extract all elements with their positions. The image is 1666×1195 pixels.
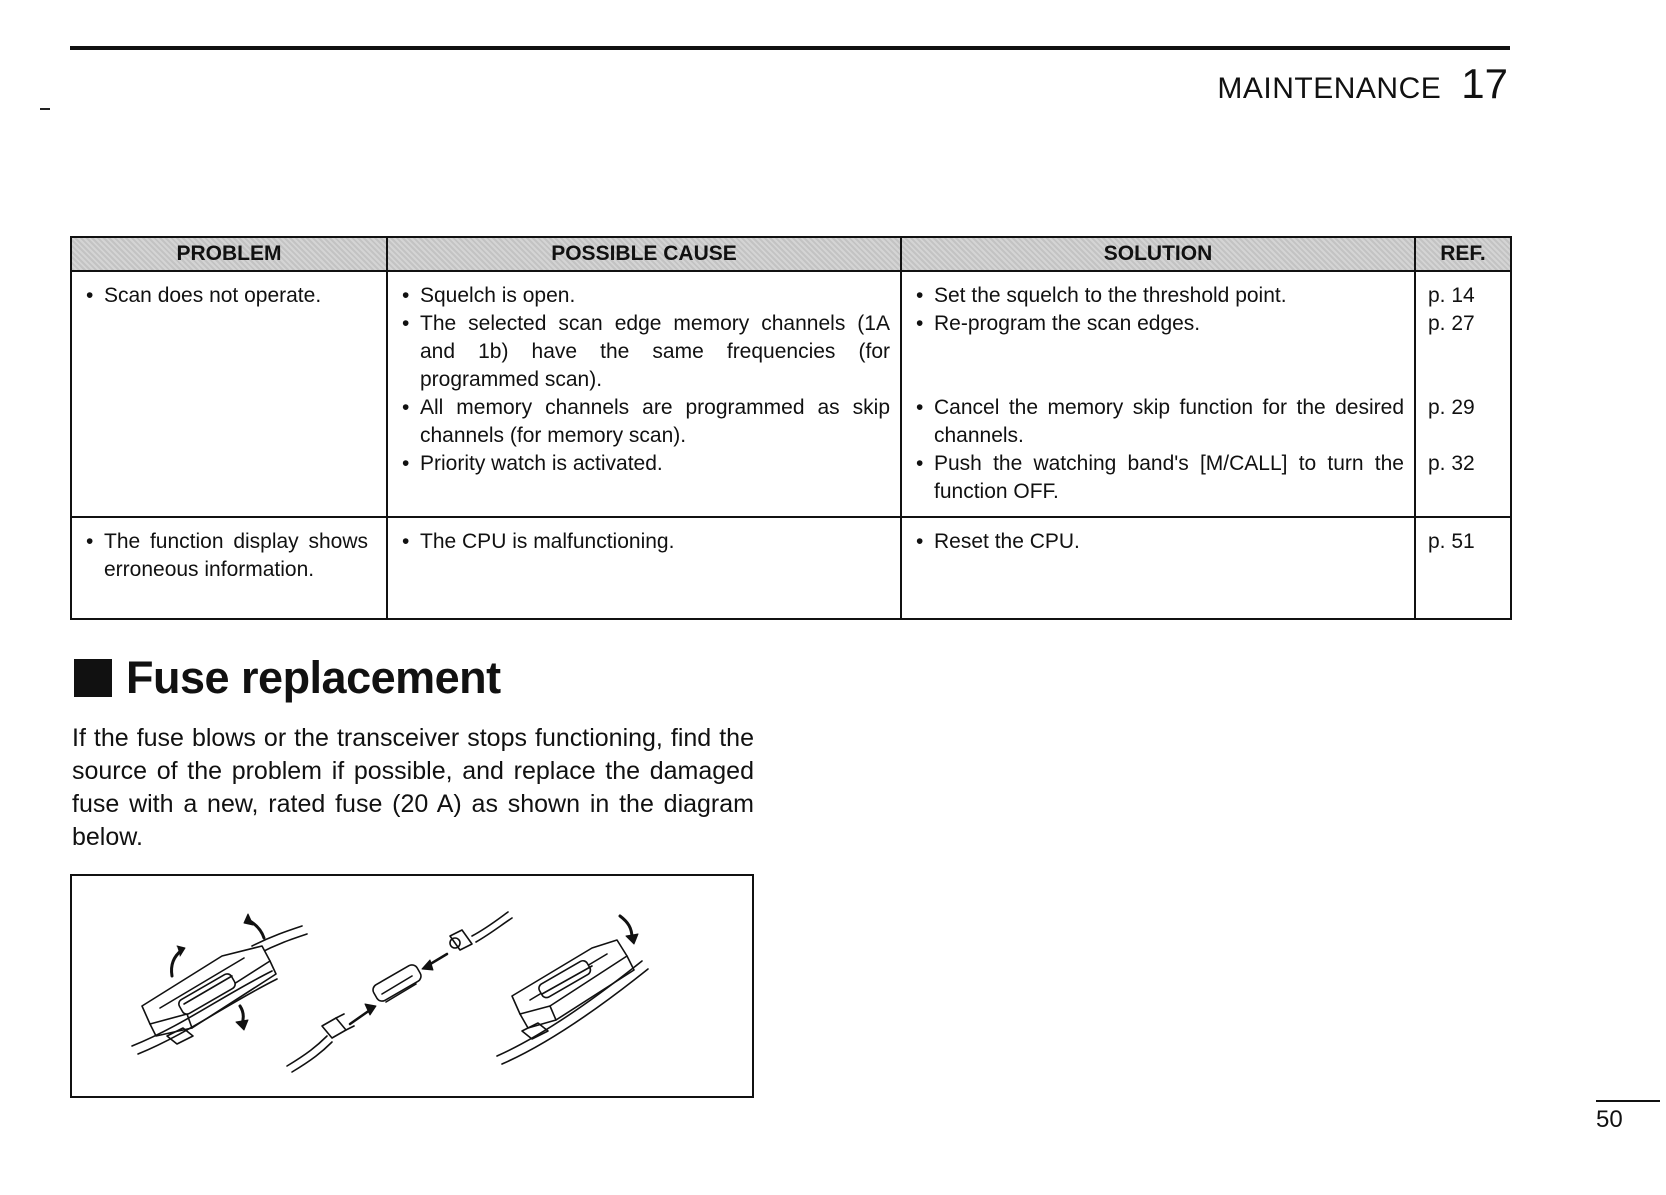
header-rule [70, 46, 1510, 50]
solution-item: • Reset the CPU. [914, 528, 1404, 556]
solution-cell [901, 517, 1415, 619]
cause-item: • All memory channels are programmed as skip channels (for memory scan). [400, 394, 890, 450]
ref-item: p. 29 [1428, 396, 1475, 419]
col-header-cause: POSSIBLE CAUSE [387, 237, 901, 271]
heading-square-icon [74, 659, 112, 697]
fuse-section-heading [74, 652, 501, 704]
page-number-rule [1596, 1100, 1660, 1102]
section-heading: Fuse replacement [126, 652, 501, 703]
ref-cell [1415, 517, 1511, 619]
page-number: 50 [1596, 1106, 1623, 1133]
table-row [71, 271, 1511, 517]
page-header [1217, 60, 1508, 108]
solution-item: • Re-program the scan edges. [914, 310, 1404, 338]
col-header-solution: SOLUTION [901, 237, 1415, 271]
solution-item: • Cancel the memory skip function for the desired channels. [914, 394, 1404, 450]
problem-cell [71, 517, 387, 619]
cause-item: • The CPU is malfunctioning. [400, 528, 890, 556]
fuse-paragraph: If the fuse blows or the transceiver stops functioning, find the source of the problem if possible, and replace the damaged fuse with a new, rated fuse (20 A) as shown in the diagram below. [72, 724, 754, 851]
fuse-insertion-illustration [287, 912, 512, 1072]
cause-cell [387, 271, 901, 517]
col-header-problem: PROBLEM [71, 237, 387, 271]
section-number: 17 [1461, 60, 1508, 107]
cause-item: • The selected scan edge memory channels (1A and 1b) have the same frequencies (for programmed scan). [400, 310, 890, 394]
solution-cell [901, 271, 1415, 517]
fuse-holder-open-illustration [132, 914, 307, 1054]
ref-item: p. 14 [1428, 284, 1475, 307]
col-header-ref: REF. [1415, 237, 1511, 271]
ref-cell [1415, 271, 1511, 517]
fuse-holder-closed-illustration [497, 916, 648, 1064]
solution-item: • Set the squelch to the threshold point. [914, 282, 1404, 310]
problem-item: • Scan does not operate. [84, 282, 376, 310]
ref-item: p. 27 [1428, 312, 1475, 335]
cause-cell [387, 517, 901, 619]
table-header-row [71, 237, 1511, 271]
ref-item: p. 32 [1428, 452, 1475, 475]
solution-item: • Push the watching band's [M/CALL] to turn the function OFF. [914, 450, 1404, 506]
ref-item: p. 51 [1428, 530, 1475, 553]
problem-item: • The function display shows erroneous information. [84, 528, 376, 584]
cause-item: • Priority watch is activated. [400, 450, 890, 478]
scan-mark [40, 108, 50, 110]
table-row [71, 517, 1511, 619]
fuse-diagram [70, 874, 754, 1098]
troubleshooting-table [70, 236, 1512, 620]
cause-item: • Squelch is open. [400, 282, 890, 310]
problem-cell [71, 271, 387, 517]
section-title: MAINTENANCE [1217, 72, 1442, 105]
